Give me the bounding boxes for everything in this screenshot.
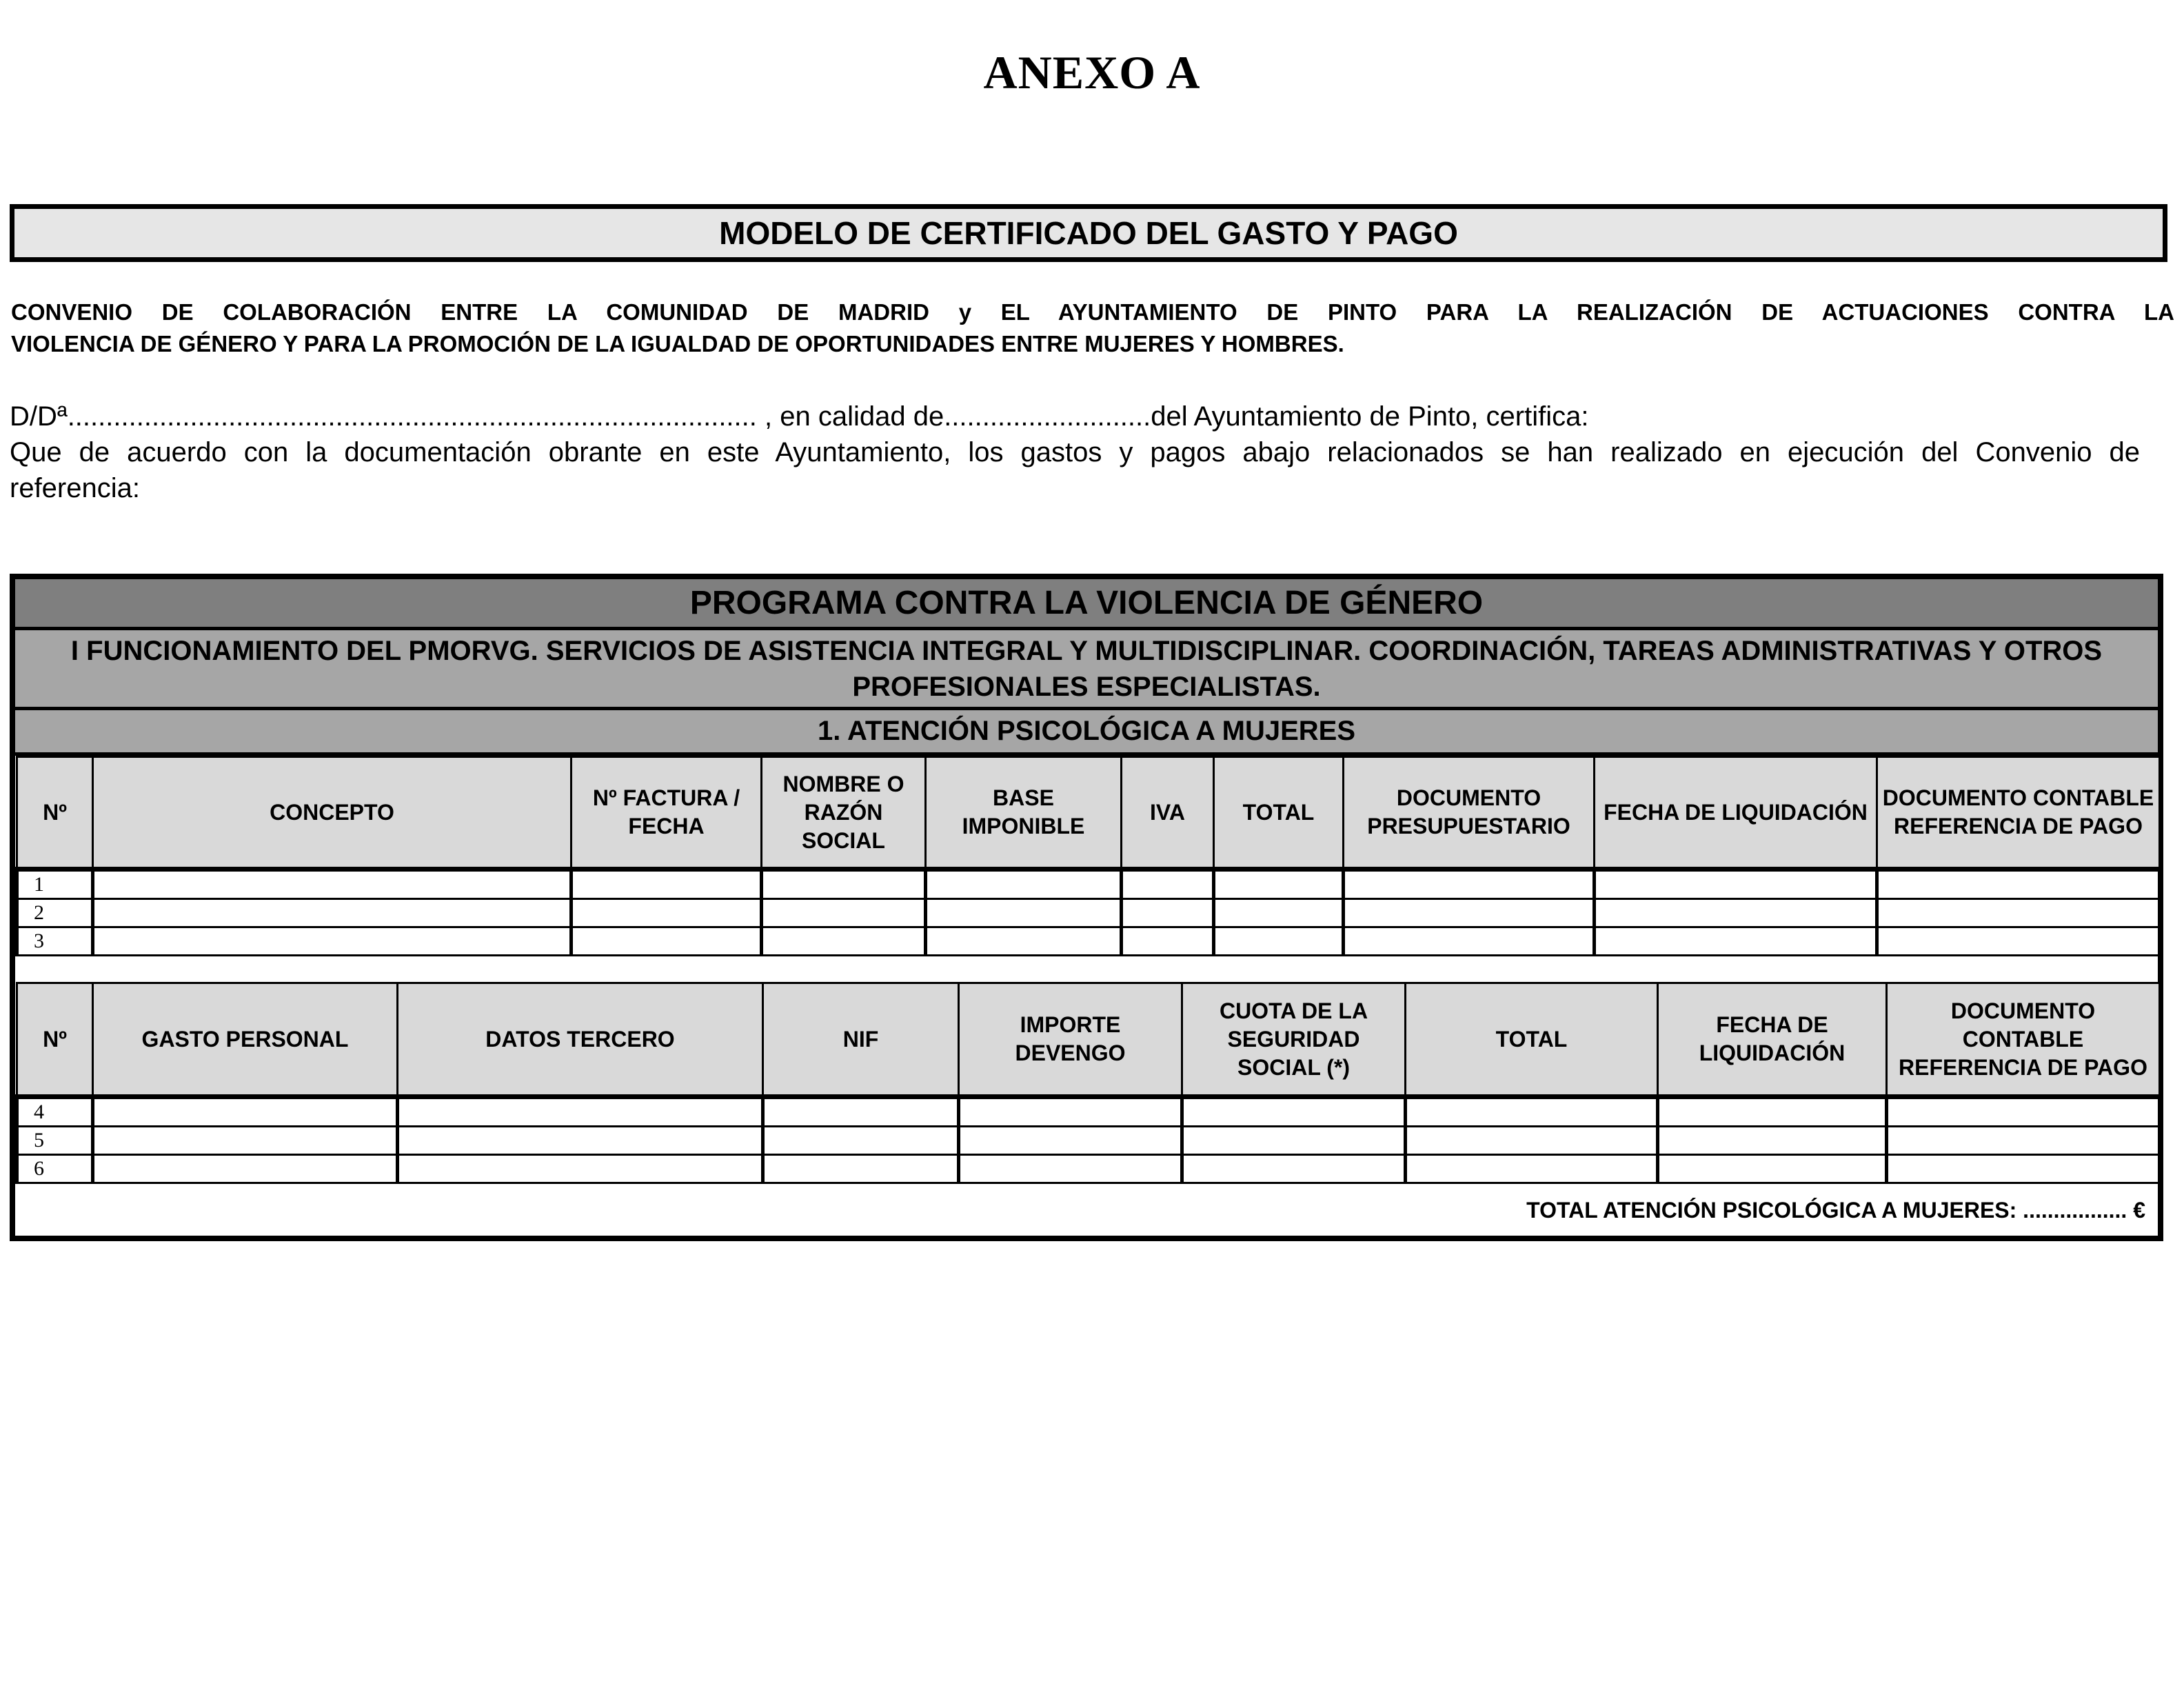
table-cell[interactable] — [1877, 870, 2160, 899]
table-cell[interactable] — [926, 899, 1122, 927]
certificate-line-2: Que de acuerdo con la documentación obrante en este Ayuntamiento, los gastos y pagos abajo relacionados se han realizado en ejecución del Convenio de — [10, 437, 2140, 468]
total-row — [15, 1185, 2158, 1236]
table-row — [17, 1127, 2160, 1155]
table-row — [17, 870, 2160, 899]
table-cell[interactable] — [1344, 870, 1595, 899]
col-header-datos-tercero: DATOS TERCERO — [398, 983, 763, 1097]
certificate-text — [10, 399, 2140, 506]
table-cell[interactable] — [1214, 927, 1344, 956]
table-cell[interactable] — [93, 1127, 398, 1155]
convenio-heading — [11, 297, 2174, 360]
convenio-line-2: VIOLENCIA DE GÉNERO Y PARA LA PROMOCIÓN DE LA IGUALDAD DE OPORTUNIDADES ENTRE MUJERES Y HOMBRES. — [11, 331, 1344, 356]
col-header-gasto-personal: GASTO PERSONAL — [93, 983, 398, 1097]
col-header-fecha-liquidacion: FECHA DE LIQUIDACIÓN — [1595, 757, 1877, 870]
table-cell[interactable] — [959, 1127, 1182, 1155]
table-cell[interactable] — [763, 1155, 959, 1183]
program-title: PROGRAMA CONTRA LA VIOLENCIA DE GÉNERO — [15, 579, 2158, 630]
row-number: 1 — [17, 870, 93, 899]
table-cell[interactable] — [1658, 1097, 1887, 1127]
col-header-factura-fecha: Nº FACTURA / FECHA — [572, 757, 762, 870]
col-header-numero-2: Nº — [17, 983, 93, 1097]
row-number: 3 — [17, 927, 93, 956]
table-cell[interactable] — [1406, 1127, 1658, 1155]
table-cell[interactable] — [1182, 1097, 1406, 1127]
table-row — [17, 927, 2160, 956]
table-cell[interactable] — [762, 870, 926, 899]
invoice-table — [15, 756, 2161, 956]
table-cell[interactable] — [1887, 1127, 2160, 1155]
table-cell[interactable] — [762, 927, 926, 956]
table-cell[interactable] — [572, 927, 762, 956]
table-cell[interactable] — [1406, 1097, 1658, 1127]
table-cell[interactable] — [1122, 870, 1214, 899]
personnel-table — [15, 982, 2161, 1184]
annex-title: ANEXO A — [983, 46, 1201, 99]
table-cell[interactable] — [1344, 899, 1595, 927]
row-number: 5 — [17, 1127, 93, 1155]
table-cell[interactable] — [1406, 1155, 1658, 1183]
table-cell[interactable] — [1122, 899, 1214, 927]
program-subsection: 1. ATENCIÓN PSICOLÓGICA A MUJERES — [15, 710, 2158, 756]
col-header-iva: IVA — [1122, 757, 1214, 870]
certificate-line-3: referencia: — [10, 473, 140, 503]
table-cell[interactable] — [1595, 927, 1877, 956]
certificate-line-1: D/Dª.......................................................................................... , en calidad de...........................del Ayuntamiento de Pinto, certifica: — [10, 401, 1589, 432]
table-cell[interactable] — [926, 870, 1122, 899]
table-cell[interactable] — [1214, 899, 1344, 927]
table-cell[interactable] — [1122, 927, 1214, 956]
table-cell[interactable] — [763, 1127, 959, 1155]
table-cell[interactable] — [398, 1097, 763, 1127]
table-cell[interactable] — [572, 899, 762, 927]
row-number: 6 — [17, 1155, 93, 1183]
total-label: TOTAL ATENCIÓN PSICOLÓGICA A MUJERES: ................. € — [1526, 1197, 2145, 1223]
col-header-documento-contable-2: DOCUMENTO CONTABLE REFERENCIA DE PAGO — [1887, 983, 2160, 1097]
form-title: MODELO DE CERTIFICADO DEL GASTO Y PAGO — [719, 215, 1458, 251]
table-cell[interactable] — [93, 927, 572, 956]
table-cell[interactable] — [959, 1097, 1182, 1127]
col-header-importe-devengo: IMPORTE DEVENGO — [959, 983, 1182, 1097]
col-header-concepto: CONCEPTO — [93, 757, 572, 870]
table-row — [17, 899, 2160, 927]
expense-table — [10, 574, 2163, 1241]
table-cell[interactable] — [398, 1155, 763, 1183]
row-number: 2 — [17, 899, 93, 927]
table-cell[interactable] — [93, 1155, 398, 1183]
table-cell[interactable] — [1658, 1127, 1887, 1155]
table-cell[interactable] — [926, 927, 1122, 956]
col-header-total-2: TOTAL — [1406, 983, 1658, 1097]
table-cell[interactable] — [1182, 1155, 1406, 1183]
col-header-fecha-liquidacion-2: FECHA DE LIQUIDACIÓN — [1658, 983, 1887, 1097]
table-cell[interactable] — [763, 1097, 959, 1127]
col-header-cuota-seguridad-social: CUOTA DE LA SEGURIDAD SOCIAL (*) — [1182, 983, 1406, 1097]
col-header-nif: NIF — [763, 983, 959, 1097]
col-header-nombre-razon-social: NOMBRE O RAZÓN SOCIAL — [762, 757, 926, 870]
table-cell[interactable] — [1595, 870, 1877, 899]
table-cell[interactable] — [762, 899, 926, 927]
table-row — [17, 1097, 2160, 1127]
table-cell[interactable] — [1887, 1097, 2160, 1127]
table-cell[interactable] — [93, 1097, 398, 1127]
table-cell[interactable] — [398, 1127, 763, 1155]
table-cell[interactable] — [93, 870, 572, 899]
table-cell[interactable] — [1887, 1155, 2160, 1183]
col-header-documento-presupuestario: DOCUMENTO PRESUPUESTARIO — [1344, 757, 1595, 870]
table-cell[interactable] — [1182, 1127, 1406, 1155]
table-cell[interactable] — [93, 899, 572, 927]
col-header-total: TOTAL — [1214, 757, 1344, 870]
table-row — [17, 1155, 2160, 1183]
table-cell[interactable] — [1595, 899, 1877, 927]
col-header-documento-contable: DOCUMENTO CONTABLE REFERENCIA DE PAGO — [1877, 757, 2160, 870]
form-title-box — [10, 204, 2167, 262]
row-number: 4 — [17, 1097, 93, 1127]
program-section: I FUNCIONAMIENTO DEL PMORVG. SERVICIOS DE ASISTENCIA INTEGRAL Y MULTIDISCIPLINAR. COORDINACIÓN, TAREAS ADMINISTRATIVAS Y OTROS PROFESIONALES ESPECIALISTAS. — [15, 630, 2158, 710]
table-cell[interactable] — [1658, 1155, 1887, 1183]
table-cell[interactable] — [1344, 927, 1595, 956]
col-header-numero: Nº — [17, 757, 93, 870]
table-cell[interactable] — [1877, 927, 2160, 956]
table-cell[interactable] — [1877, 899, 2160, 927]
convenio-line-1: CONVENIO DE COLABORACIÓN ENTRE LA COMUNIDAD DE MADRID y EL AYUNTAMIENTO DE PINTO PARA LA REALIZACIÓN DE ACTUACIONES CONTRA LA — [11, 299, 2174, 325]
col-header-base-imponible: BASE IMPONIBLE — [926, 757, 1122, 870]
table-cell[interactable] — [1214, 870, 1344, 899]
table-cell[interactable] — [572, 870, 762, 899]
table-cell[interactable] — [959, 1155, 1182, 1183]
